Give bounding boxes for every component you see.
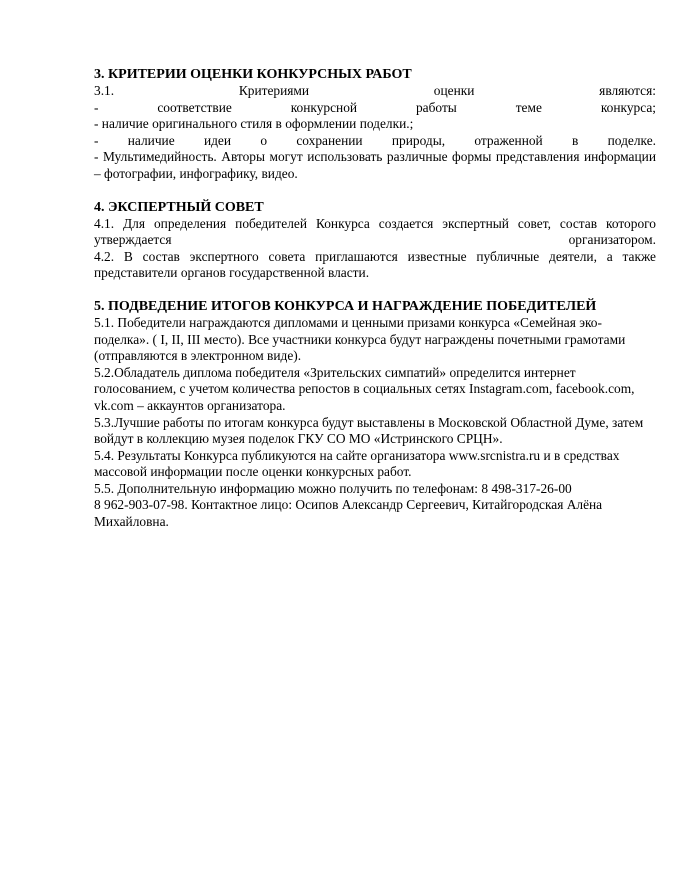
- section-results: [94, 298, 656, 531]
- paragraph: - наличие идеи о сохранении природы, отраженной в поделке.: [94, 132, 656, 148]
- section-heading: 3. КРИТЕРИИ ОЦЕНКИ КОНКУРСНЫХ РАБОТ: [94, 67, 412, 82]
- paragraph: 4.2. В состав экспертного совета приглашаются известные публичные деятели, а также представители органов государственной власти.: [94, 248, 656, 281]
- section-heading: 4. ЭКСПЕРТНЫЙ СОВЕТ: [94, 199, 264, 215]
- document-page: [94, 66, 656, 531]
- paragraph: - Мультимедийность. Авторы могут использовать различные формы представления информации – фотографии, инфографику, видео.: [94, 149, 656, 181]
- paragraph: 5.2.Обладатель диплома победителя «Зрительских симпатий» определится интернет голосованием, с учетом количества репостов в социальных сетях Instagram.com, facebook.com, vk.com – аккаунтов организатора.: [94, 364, 635, 413]
- paragraph: 5.1. Победители награждаются дипломами и ценными призами конкурса «Семейная эко-поделка». ( I, II, III место). Все участники конкурса будут награждены почетными грамотами (отправляются в электронном виде).: [94, 314, 626, 364]
- paragraph: 8 962-903-07-98. Контактное лицо: Осипов Александр Сергеевич, Китайгородская Алёна Михайловна.: [94, 497, 603, 530]
- section-heading: 5. ПОДВЕДЕНИЕ ИТОГОВ КОНКУРСА И НАГРАЖДЕНИЕ ПОБЕДИТЕЛЕЙ: [94, 298, 597, 314]
- paragraph: - соответствие конкурсной работы теме конкурса;: [94, 99, 656, 115]
- paragraph: 5.4. Результаты Конкурса публикуются на сайте организатора www.srcnistra.ru и в средствах массовой информации после оценки конкурсных работ.: [94, 447, 620, 480]
- paragraph: - наличие оригинального стиля в оформлении поделки.;: [94, 116, 414, 132]
- paragraph: 5.3.Лучшие работы по итогам конкурса будут выставлены в Московской Областной Думе, затем войдут в коллекцию музея поделок ГКУ СО МО «Истринского СРЦН».: [94, 414, 644, 447]
- paragraph: 5.5. Дополнительную информацию можно получить по телефонам: 8 498-317-26-00: [94, 480, 572, 496]
- paragraph: 4.1. Для определения победителей Конкурса создается экспертный совет, состав которого утверждается организатором.: [94, 215, 656, 248]
- section-criteria: [94, 66, 656, 183]
- spacer: [94, 183, 656, 199]
- spacer: [94, 282, 656, 298]
- paragraph: 3.1. Критериями оценки являются:: [94, 83, 656, 98]
- section-expert-council: [94, 199, 656, 282]
